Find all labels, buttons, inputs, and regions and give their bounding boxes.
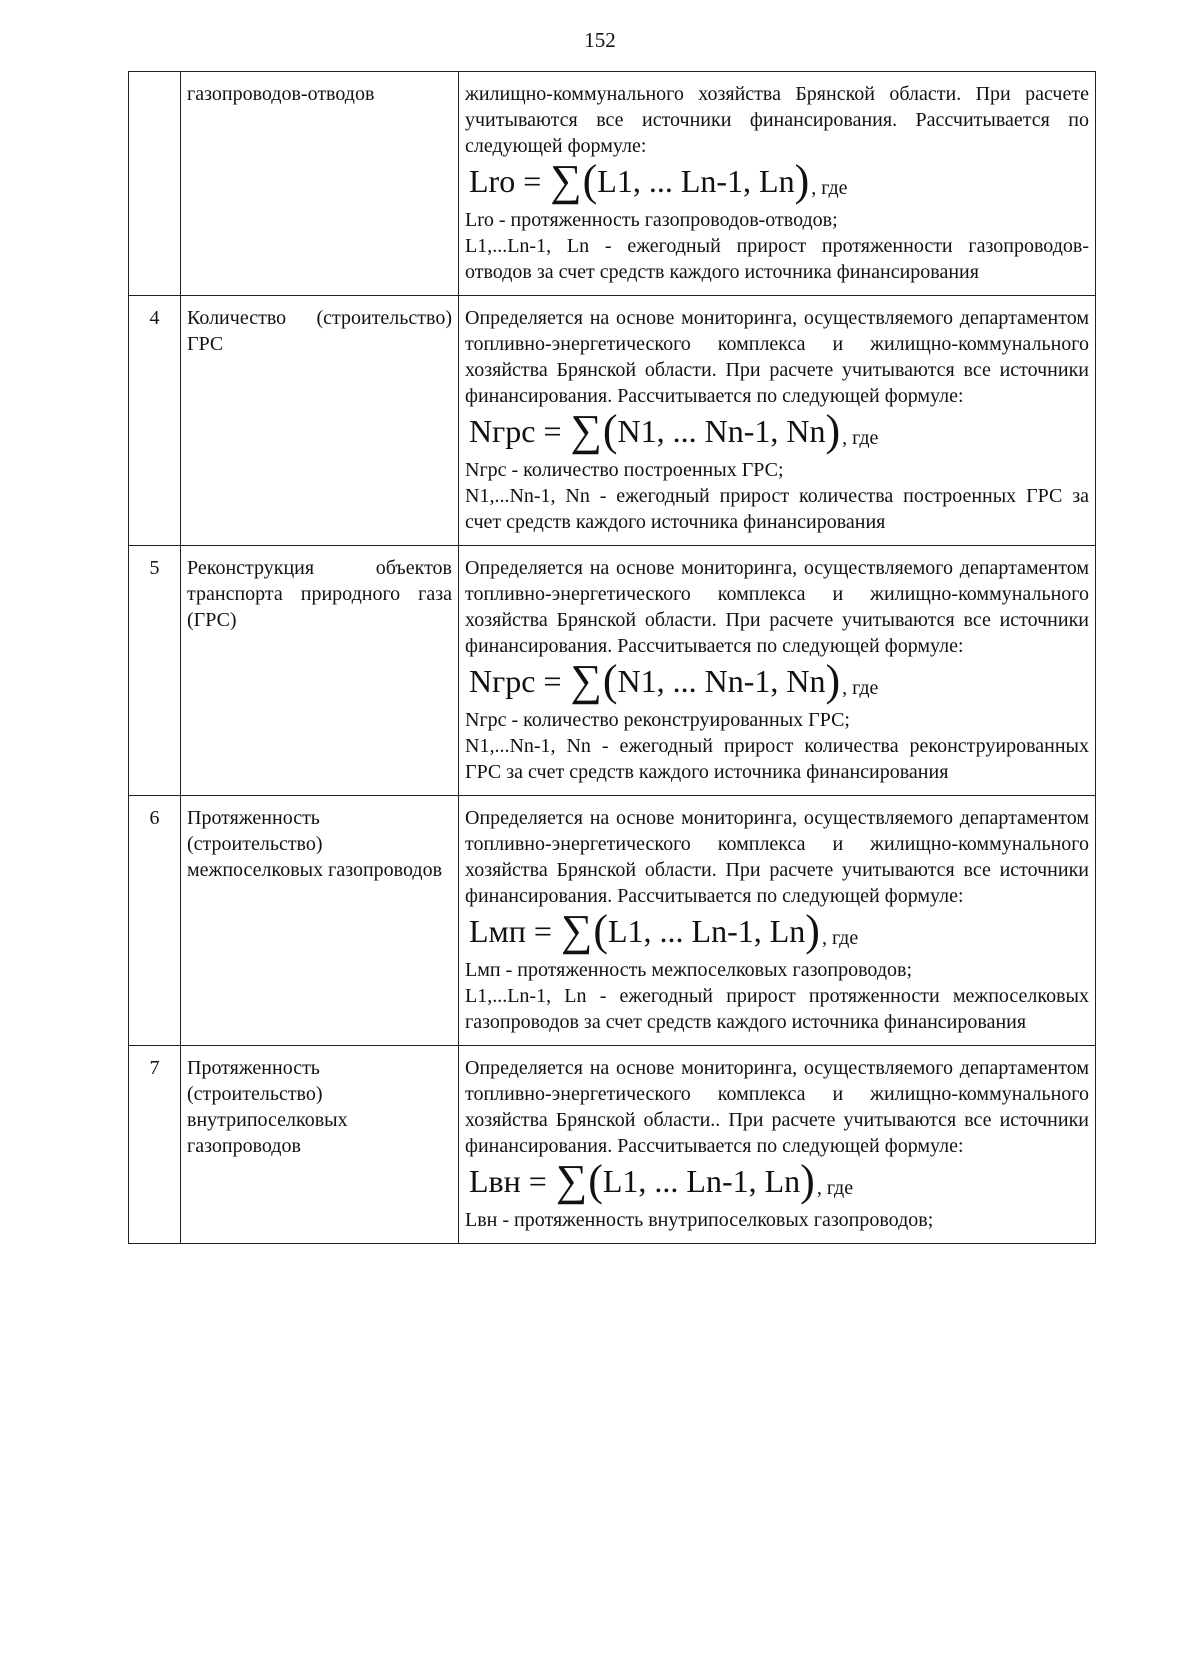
definition-result: Nгрс - количество реконструированных ГРС;: [465, 709, 850, 731]
indicator-name: Протяженность (строительство) внутрипоселковых газопроводов: [181, 1046, 459, 1244]
formula-open-paren: (: [602, 406, 618, 455]
formula-equals: =: [523, 163, 542, 199]
formula-close-paren: ): [800, 1156, 815, 1205]
formula-close-paren: ): [794, 156, 810, 205]
formula: [469, 406, 1089, 455]
method-description: Определяется на основе мониторинга, осуществляемого департаментом топливно-энергетического комплекса и жилищно-коммунального хозяйства Брянской области. При расчете учитываются все источники финансирования. Рассчитывается по следующей формуле:: [465, 307, 1089, 407]
table-body: [129, 72, 1096, 1244]
formula-tail: , где: [842, 677, 879, 699]
method-description: Определяется на основе мониторинга, осуществляемого департаментом топливно-энергетического комплекса и жилищно-коммунального хозяйства Брянской области. При расчете учитываются все источники финансирования. Рассчитывается по следующей формуле:: [465, 807, 1089, 907]
formula-close-paren: ): [825, 656, 841, 705]
method-description: жилищно-коммунального хозяйства Брянской области. При расчете учитываются все источники финансирования. Рассчитывается по следующей формуле:: [465, 83, 1089, 157]
row-number: 6: [129, 796, 181, 1046]
definition-terms: N1,...Nn-1, Nn - ежегодный прирост количества реконструированных ГРС за счет средств каждого источника финансирования: [465, 735, 1089, 783]
formula-open-paren: (: [602, 656, 618, 705]
definition-terms: N1,...Nn-1, Nn - ежегодный прирост количества построенных ГРС за счет средств каждого источника финансирования: [465, 485, 1089, 533]
indicator-name: газопроводов-отводов: [181, 72, 459, 296]
formula-equals: =: [543, 663, 562, 699]
row-number: [129, 72, 181, 296]
formula-lhs: Lмп: [469, 913, 526, 949]
formula-lhs: Lro: [469, 163, 516, 199]
formula-close-paren: ): [805, 906, 820, 955]
formula-close-paren: ): [825, 406, 841, 455]
sum-symbol: ∑: [560, 906, 593, 955]
formula-tail: , где: [816, 1177, 854, 1199]
formula-args: L1, ... Ln-1, Ln: [597, 163, 795, 199]
indicator-name: Реконструкция объектов транспорта природного газа (ГРС): [181, 546, 459, 796]
table-row: [129, 296, 1096, 546]
calculation-method: [459, 796, 1096, 1046]
formula-args: L1, ... Ln-1, Ln: [608, 913, 806, 949]
formula-open-paren: (: [593, 906, 608, 955]
row-number: 4: [129, 296, 181, 546]
calculation-method: [459, 546, 1096, 796]
indicator-name: Протяженность (строительство) межпоселковых газопроводов: [181, 796, 459, 1046]
formula-open-paren: (: [588, 1156, 603, 1205]
definition-terms: L1,...Ln-1, Ln - ежегодный прирост протяженности межпоселковых газопроводов за счет средств каждого источника финансирования: [465, 985, 1089, 1033]
formula-tail: , где: [821, 927, 859, 949]
formula-lhs: Nгрс: [469, 413, 536, 449]
sum-symbol: ∑: [570, 656, 602, 705]
calculation-method: [459, 72, 1096, 296]
row-number: 5: [129, 546, 181, 796]
sum-symbol: ∑: [570, 406, 602, 455]
indicator-table: [128, 71, 1096, 1244]
method-description: Определяется на основе мониторинга, осуществляемого департаментом топливно-энергетического комплекса и жилищно-коммунального хозяйства Брянской области.. При расчете учитываются все источники финансирования. Рассчитывается по следующей формуле:: [465, 1057, 1089, 1157]
definition-result: Lмп - протяженность межпоселковых газопроводов;: [465, 959, 913, 981]
sum-symbol: ∑: [555, 1156, 588, 1205]
formula-equals: =: [533, 913, 552, 949]
calculation-method: [459, 296, 1096, 546]
calculation-method: [459, 1046, 1096, 1244]
formula-equals: =: [543, 413, 562, 449]
formula-lhs: Lвн: [469, 1163, 521, 1199]
formula-args: N1, ... Nn-1, Nn: [617, 663, 826, 699]
formula-tail: , где: [842, 427, 879, 449]
table-row: [129, 546, 1096, 796]
table-row: [129, 72, 1096, 296]
row-number: 7: [129, 1046, 181, 1244]
formula-open-paren: (: [582, 156, 598, 205]
formula-tail: , где: [811, 177, 848, 199]
table-row: [129, 1046, 1096, 1244]
formula: [469, 1156, 1089, 1205]
definition-terms: L1,...Ln-1, Ln - ежегодный прирост протяженности газопроводов-отводов за счет средств каждого источника финансирования: [465, 235, 1089, 283]
indicator-name: Количество (строительство) ГРС: [181, 296, 459, 546]
method-description: Определяется на основе мониторинга, осуществляемого департаментом топливно-энергетического комплекса и жилищно-коммунального хозяйства Брянской области. При расчете учитываются все источники финансирования. Рассчитывается по следующей формуле:: [465, 557, 1089, 657]
formula: [469, 156, 1089, 205]
formula-args: L1, ... Ln-1, Ln: [602, 1163, 801, 1199]
definition-result: Lro - протяженность газопроводов-отводов;: [465, 209, 838, 231]
formula-args: N1, ... Nn-1, Nn: [617, 413, 826, 449]
formula-equals: =: [528, 1163, 547, 1199]
sum-symbol: ∑: [550, 156, 582, 205]
definition-result: Lвн - протяженность внутрипоселковых газопроводов;: [465, 1209, 934, 1231]
formula: [469, 906, 1089, 955]
table-row: [129, 796, 1096, 1046]
page-number: 152: [584, 28, 616, 52]
definition-result: Nгрс - количество построенных ГРС;: [465, 459, 784, 481]
formula: [469, 656, 1089, 705]
formula-lhs: Nгрс: [469, 663, 536, 699]
